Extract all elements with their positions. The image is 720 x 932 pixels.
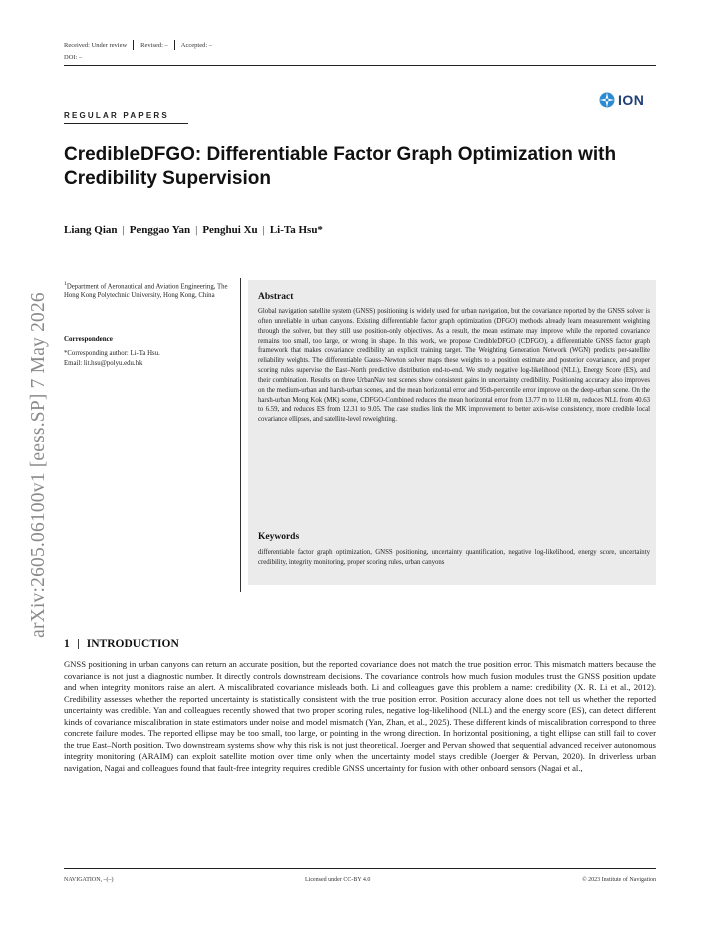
section-number: 1 [64, 638, 70, 650]
section-title: INTRODUCTION [86, 638, 179, 650]
affiliation [64, 280, 234, 300]
ion-logo-text: ION [618, 92, 645, 108]
header-rule [64, 65, 656, 66]
author-separator: | [122, 224, 125, 236]
section-divider [78, 639, 79, 649]
paper-title: CredibleDFGO: Differentiable Factor Graph Optimization with Credibility Supervision [64, 144, 617, 189]
author: Liang Qian [64, 224, 118, 236]
arxiv-stamp [24, 260, 54, 670]
correspondence-details [64, 349, 234, 368]
author: Penghui Xu [202, 224, 258, 236]
author: Li-Ta Hsu* [269, 224, 323, 236]
affiliation-marker: 1 [64, 281, 67, 287]
doi: DOI: – [64, 54, 83, 61]
correspondence-email: Email: lit.hsu@polyu.edu.hk [64, 359, 143, 367]
ion-logo [599, 92, 644, 108]
divider [174, 40, 175, 50]
section-heading-introduction [64, 638, 179, 650]
author-separator: | [195, 224, 198, 236]
globe-icon [599, 92, 615, 108]
section-tag-rule [64, 123, 188, 124]
received-date: Received: Under review [64, 41, 128, 49]
keywords-text: differentiable factor graph optimization, GNSS positioning, uncertainty quantification, negative log-likelihood, energy score, uncertainty credibility, integrity monitoring, proper scoring rules, urban canyons [258, 549, 650, 566]
author-separator: | [262, 224, 265, 236]
section-tag: REGULAR PAPERS [64, 111, 169, 120]
corresponding-author: *Corresponding author: Li-Ta Hsu. [64, 350, 160, 357]
divider [133, 40, 134, 50]
correspondence-heading: Correspondence [64, 335, 113, 343]
license: Licensed under CC-BY 4.0 [305, 877, 371, 883]
copyright: © 2023 Institute of Navigation [582, 877, 656, 883]
introduction-text: GNSS positioning in urban canyons can return an accurate position, but the reported covariance does not match the true position error. This mismatch matters because the covariance is not just a diagnostic number. It directly controls downstream decisions. The covariance controls how much fusion modules trust the GNSS position update and when integrity monitors raise an alert. A miscalibrated covariance misleads both. Li and colleagues gave this problem a name: credibility (X. R. Li et al., 2012). Credibility assesses whether the reported uncertainty is statistically consistent with the true position error. Position accuracy alone does not tell us whether the reported uncertainty was credible. Yan and colleagues recently showed that two proper scoring rules, negative log-likelihood (NLL) and the energy score (ES), can detect different kinds of covariance miscalibration in state estimators under noise and model mismatch (Yan, Zhan, et al., 2025). These different kinds of miscalibration correspond to three concrete failure modes. The reported ellipse may be too small, too large, or pointing in the wrong direction. In horizontal positioning, a tight ellipse can still fail to cover the true East–North position. Two downstream systems show why this risk is not just theoretical. Joerger and Pervan showed that sequential advanced receiver autonomous integrity monitoring (ARAIM) can exploit satellite motion over time only when the uncertainty model stays credible (Joerger & Pervan, 2020). In driverless urban navigation, Nagai and colleagues found that fault-free integrity requires credible GNSS uncertainty for fusion with other onboard sensors (Nagai et al., [64, 659, 656, 773]
arxiv-stamp-text: arXiv:2605.06100v1 [eess.SP] 7 May 2026 [28, 292, 49, 638]
footer-rule [64, 868, 656, 869]
column-divider [240, 278, 241, 592]
revised-date: Revised: – [140, 41, 168, 49]
journal-info: NAVIGATION, –(–) [64, 877, 114, 883]
submission-dates [64, 40, 212, 50]
accepted-date: Accepted: – [180, 41, 213, 49]
keywords-heading: Keywords [258, 532, 300, 542]
abstract-heading: Abstract [258, 292, 294, 302]
author: Penggao Yan [129, 224, 191, 236]
affiliation-text: Department of Aeronautical and Aviation Engineering, The Hong Kong Polytechnic University, Hong Kong, China [64, 283, 228, 300]
author-list [64, 224, 323, 236]
abstract-text: Global navigation satellite system (GNSS) positioning is widely used for urban navigation, but the covariance reported by the GNSS solver is often unreliable in urban canyons. Existing differentiable factor graph optimization (DFGO) methods already learn measurement weighting through the solver, but they still use position-only objectives. As a result, the mean estimate may improve while the reported covariance remains too small, too large, or wrong in shape. In this work, we propose CredibleDFGO (CDFGO), a differentiable GNSS factor graph framework that makes covariance credibility an explicit training target. The Weighting Generation Network (WGN) predicts per-satellite reliability weights. The differentiable Gauss–Newton solver maps these weights to a position estimate and posterior covariance, and proper scoring rules supervise the East–North predictive distribution end-to-end. We study negative log-likelihood (NLL), Energy Score (ES), and their combination. Results on three UrbanNav test scenes show consistent gains in uncertainty credibility. Positioning accuracy also improves on the medium-urban and harsh-urban scenes, and the mean horizontal error and 95th-percentile error improve on the deep-urban scene. On the harsh-urban Mong Kok (MK) scene, CDFGO-Combined reduces the mean horizontal error from 13.77 m to 11.68 m, reduces NLL from 40.63 to 6.59, and reduces ES from 12.31 to 9.05. The case studies link the MK improvement to better axis-wise consistency, more credible local covariance ellipses, and satellite-level reweighting. [258, 308, 650, 424]
